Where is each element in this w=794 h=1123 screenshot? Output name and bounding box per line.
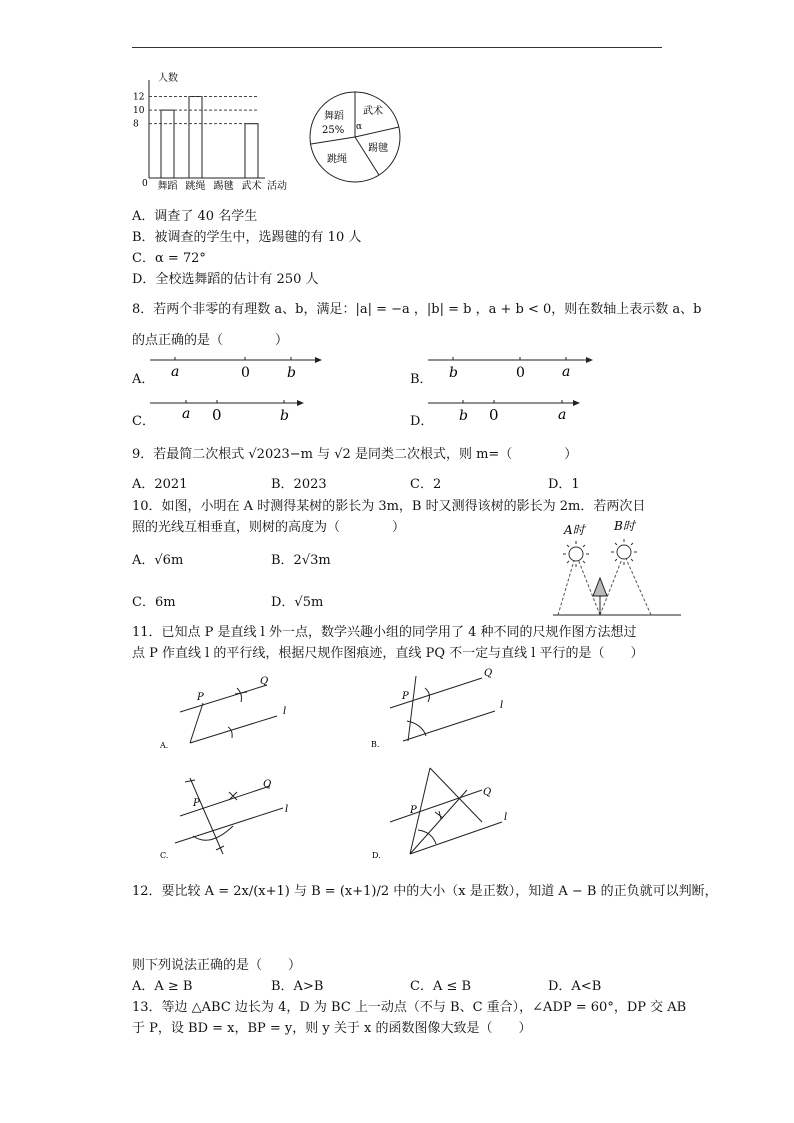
pie-label-tiaosheng: 跳绳 [327, 154, 347, 165]
q11-figure-b [370, 664, 515, 749]
pie-label-tijian: 踢毽 [368, 143, 388, 154]
q11d-l: l [504, 812, 508, 823]
q11-figure-c [155, 768, 300, 863]
q8b-zero: 0 [516, 365, 525, 380]
q10-option-d: D．√5m [271, 595, 324, 610]
q10-tree-shadow-figure [548, 516, 684, 618]
bar-category-label: 踢毽 [213, 181, 234, 192]
q8c-b: b [280, 408, 289, 423]
q13-stem-line1: 13．等边 △ABC 边长为 4，D 为 BC 上一动点（不与 B、C 重合），∠ADP = 60°，DP 交 AB [132, 1000, 687, 1015]
q12-option-a: A．A ≥ B [132, 979, 193, 994]
q11b-p: P [402, 691, 409, 702]
q11a-p: P [197, 692, 204, 703]
bar-ytick-label: 10 [133, 106, 145, 117]
q8a-a: a [171, 364, 180, 380]
q8-number-line-b [428, 352, 598, 380]
q13-stem-line2: 于 P，设 BD = x，BP = y，则 y 关于 x 的函数图像大致是（ ） [132, 1021, 532, 1036]
bar-category-label: 跳绳 [185, 181, 206, 192]
q11c-label: C. [160, 851, 169, 860]
q8b-b: b [449, 365, 458, 380]
bar-category-label: 舞蹈 [157, 181, 178, 192]
q7-option-a: A．调查了 40 名学生 [132, 209, 258, 224]
q9-option-c: C．2 [410, 477, 442, 492]
q10-option-a: A．√6m [132, 553, 184, 568]
bar-chart-bars [161, 97, 258, 178]
q11c-q: Q [263, 779, 272, 790]
pie-label-alpha: α [356, 122, 363, 132]
q8-stem-line2: 的点正确的是（ ） [132, 333, 289, 348]
q9-stem: 9．若最简二次根式 √2023−m 与 √2 是同类二次根式，则 m=（ ） [132, 447, 578, 462]
q11-figure-d [370, 762, 515, 862]
bar-chart-xlabel: 活动 [267, 181, 287, 192]
q9-option-a: A．2021 [132, 477, 188, 492]
bar-chart-zero: 0 [142, 179, 148, 189]
q9-option-d: D．1 [548, 477, 580, 492]
q11b-label: B. [371, 740, 380, 749]
bar-舞蹈 [161, 110, 174, 178]
q10-stem-line2: 照的光线互相垂直，则树的高度为（ ） [132, 520, 406, 535]
bar-ytick-label: 12 [133, 92, 145, 103]
pie-label-percent: 25% [322, 125, 345, 136]
pie-chart [305, 87, 405, 187]
q8-number-line-a [150, 352, 325, 380]
q11b-q: Q [484, 668, 493, 679]
sun-b-icon [611, 539, 637, 565]
q9-option-b: B．2023 [271, 477, 327, 492]
bar-ytick-label: 8 [133, 119, 139, 130]
q12-option-d: D．A<B [548, 979, 602, 994]
q8-stem-line1: 8．若两个非零的有理数 a、b，满足：|a| = −a ，|b| = b ，a + b < 0，则在数轴上表示数 a、b [132, 302, 702, 317]
bar-chart-ylabel: 人数 [158, 73, 178, 84]
q8d-a: a [558, 407, 567, 423]
q12-stem-line1: 12．要比较 A = 2x/(x+1) 与 B = (x+1)/2 中的大小（x 是正数），知道 A − B 的正负就可以判断， [132, 884, 718, 899]
q11-stem-line2: 点 P 作直线 l 的平行线，根据尺规作图痕迹，直线 PQ 不一定与直线 l 平行的是（ ） [132, 646, 644, 661]
q8c-zero: 0 [212, 406, 222, 423]
q8-option-c-label: C． [132, 414, 155, 429]
q8c-a: a [182, 406, 191, 422]
q8d-zero: 0 [489, 406, 499, 423]
bar-跳绳 [189, 97, 202, 178]
sun-a-label: A时 [564, 523, 585, 537]
q7-option-c: C．α = 72° [132, 251, 206, 266]
pie-divider [311, 137, 355, 144]
q10-option-b: B．2√3m [271, 553, 331, 568]
q8-number-line-c [150, 395, 310, 423]
q8d-b: b [459, 408, 468, 423]
q8-option-a-label: A． [132, 372, 155, 387]
q11a-l: l [283, 706, 287, 717]
q11-stem-line1: 11．已知点 P 是直线 l 外一点，数学兴趣小组的同学用了 4 种不同的尺规作图方法想过 [132, 625, 637, 640]
q12-option-c: C．A ≤ B [410, 979, 472, 994]
q8-option-d-label: D． [410, 414, 434, 429]
bar-武术 [245, 124, 258, 178]
q12-option-b: B．A>B [271, 979, 324, 994]
q8-option-b-label: B． [410, 372, 433, 387]
q10-option-c: C．6m [132, 595, 176, 610]
pie-label-wudao: 舞蹈 [324, 111, 344, 122]
q8a-b: b [287, 365, 296, 380]
q11-figure-a [155, 672, 300, 752]
q8a-zero: 0 [241, 365, 250, 380]
q11c-l: l [285, 804, 289, 815]
q11d-q: Q [483, 787, 492, 798]
pie-label-wushu: 武术 [363, 106, 383, 117]
sun-a-icon [563, 541, 589, 567]
bar-category-label: 武术 [241, 181, 262, 192]
q11d-label: D. [372, 851, 381, 860]
q7-option-b: B．被调查的学生中，选踢毽的有 10 人 [132, 230, 362, 245]
q10-stem-line1: 10．如图，小明在 A 时测得某树的影长为 3m，B 时又测得该树的影长为 2m．若两次日 [132, 499, 646, 514]
q7-option-d: D．全校选舞蹈的估计有 250 人 [132, 272, 319, 287]
q11a-q: Q [260, 676, 269, 687]
q8b-a: a [562, 364, 571, 380]
header-rule [132, 47, 662, 48]
q12-stem-line2: 则下列说法正确的是（ ） [132, 958, 302, 973]
q8-number-line-d [428, 395, 588, 423]
q11d-p: P [410, 805, 417, 816]
bar-chart [130, 68, 300, 196]
q11b-l: l [500, 700, 504, 711]
q11c-p: P [193, 798, 200, 809]
sun-b-label: B时 [614, 519, 635, 533]
q11a-label: A. [160, 741, 169, 750]
